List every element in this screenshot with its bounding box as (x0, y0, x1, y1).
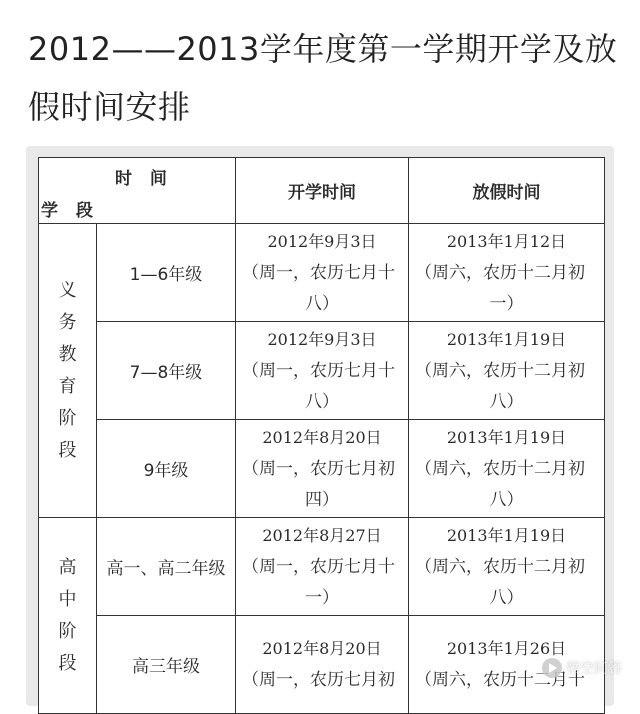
open-note: （周一，农历七月十 (236, 551, 408, 583)
grade-cell: 7—8年级 (97, 322, 236, 420)
holiday-note: （周六，农历十二月十 (409, 664, 604, 696)
holiday-note: （周六，农历十二月初 (409, 453, 604, 485)
holiday-date: 2013年1月19日 (409, 325, 604, 355)
table-row (39, 420, 605, 518)
holiday-date: 2013年1月19日 (409, 521, 604, 551)
open-date: 2012年8月20日 (236, 634, 408, 664)
header-open-time: 开学时间 (236, 158, 409, 224)
header-stage-label: 学 段 (41, 196, 99, 221)
grade-cell: 高一、高二年级 (97, 518, 236, 616)
holiday-time-cell (409, 224, 605, 322)
open-time-cell (236, 322, 409, 420)
schedule-table (38, 157, 605, 714)
stage-cell-compulsory (39, 224, 97, 518)
table-row (39, 518, 605, 616)
grade-cell: 高三年级 (97, 616, 236, 714)
stage-char: 高 (39, 552, 96, 584)
grade-cell: 9年级 (97, 420, 236, 518)
open-date: 2012年8月27日 (236, 521, 408, 551)
table-header-row (39, 158, 605, 224)
stage-char: 中 (39, 584, 96, 616)
stage-char: 育 (39, 371, 96, 403)
open-note-cont: 四） (236, 485, 408, 515)
open-time-cell (236, 616, 409, 714)
play-icon (542, 658, 562, 678)
holiday-note: （周六，农历十二月初 (409, 355, 604, 387)
grade-cell: 1—6年级 (97, 224, 236, 322)
table-row (39, 616, 605, 714)
holiday-note-cont: 一） (409, 289, 604, 319)
watermark (542, 658, 622, 678)
header-holiday-time: 放假时间 (409, 158, 605, 224)
open-time-cell (236, 420, 409, 518)
holiday-date: 2013年1月12日 (409, 227, 604, 257)
header-time-label: 时 间 (115, 164, 173, 189)
table-row (39, 322, 605, 420)
stage-char: 阶 (39, 616, 96, 648)
page-title: 2012——2013学年度第一学期开学及放假时间安排 (28, 20, 628, 136)
holiday-note: （周六，农历十二月初 (409, 257, 604, 289)
holiday-date: 2013年1月26日 (409, 634, 604, 664)
open-note: （周一，农历七月初 (236, 664, 408, 696)
holiday-note-cont: 八） (409, 387, 604, 417)
stage-char: 阶 (39, 403, 96, 435)
stage-char: 教 (39, 339, 96, 371)
holiday-date: 2013年1月19日 (409, 423, 604, 453)
open-time-cell (236, 224, 409, 322)
open-note: （周一，农历七月十 (236, 257, 408, 289)
open-date: 2012年8月20日 (236, 423, 408, 453)
stage-char: 段 (39, 435, 96, 467)
watermark-text: 悟空问答 (566, 658, 622, 678)
holiday-time-cell (409, 322, 605, 420)
open-note: （周一，农历七月初 (236, 453, 408, 485)
holiday-time-cell (409, 420, 605, 518)
open-note-cont: 八） (236, 289, 408, 319)
stage-cell-high-school (39, 518, 97, 714)
stage-char: 段 (39, 648, 96, 680)
diagonal-header-cell (39, 158, 236, 224)
open-time-cell (236, 518, 409, 616)
holiday-note: （周六，农历十二月初 (409, 551, 604, 583)
open-note-cont: 八） (236, 387, 408, 417)
table-row (39, 224, 605, 322)
open-note: （周一，农历七月十 (236, 355, 408, 387)
open-date: 2012年9月3日 (236, 325, 408, 355)
holiday-time-cell (409, 518, 605, 616)
open-date: 2012年9月3日 (236, 227, 408, 257)
holiday-note-cont: 八） (409, 485, 604, 515)
stage-char: 务 (39, 307, 96, 339)
stage-char: 义 (39, 275, 96, 307)
open-note-cont: 一） (236, 583, 408, 613)
holiday-note-cont: 八） (409, 583, 604, 613)
